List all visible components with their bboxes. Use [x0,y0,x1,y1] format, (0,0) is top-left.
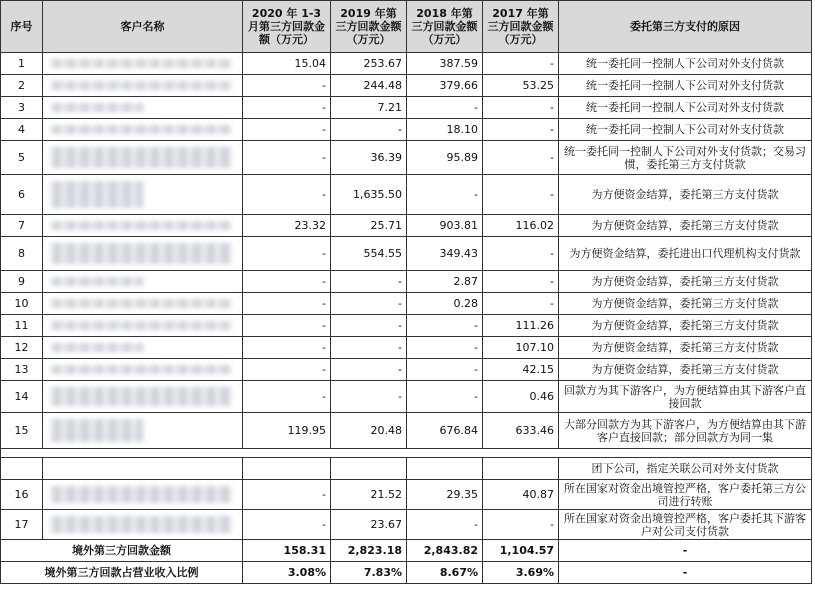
row-number: 5 [1,141,43,175]
row-number: 15 [1,413,43,449]
header-2020: 2020 年 1-3 月第三方回款金额（万元） [243,1,331,53]
cell-2018: - [407,175,483,215]
cell-2017: 40.87 [483,480,559,510]
cell-2017: - [483,53,559,75]
cell-2019: - [331,381,407,413]
cell-2017: - [483,293,559,315]
customer-name-redacted [43,480,243,510]
header-reason: 委托第三方支付的原因 [559,1,812,53]
cell-2017: - [483,237,559,271]
table-row [1,293,812,315]
customer-name-redacted [43,381,243,413]
cell-2019: 554.55 [331,237,407,271]
cell-2018: 379.66 [407,75,483,97]
cell-2017: 53.25 [483,75,559,97]
cell-2017: - [483,175,559,215]
cell-reason: 为方便资金结算，委托第三方支付货款 [559,315,812,337]
cell-2019: - [331,271,407,293]
cell-2017: 0.46 [483,381,559,413]
row-number: 4 [1,119,43,141]
redaction-blur [51,486,232,503]
customer-name-redacted [43,97,243,119]
customer-name-redacted [43,175,243,215]
cell-2019: 7.21 [331,97,407,119]
row-number: 13 [1,359,43,381]
ratio-2017: 3.69% [483,562,559,584]
table-row [1,141,812,175]
cell-2020: - [243,381,331,413]
ratio-2018: 8.67% [407,562,483,584]
customer-name-redacted [43,315,243,337]
cell-2020: - [243,337,331,359]
cell-2019: 21.52 [331,480,407,510]
page-gap [1,449,812,458]
cell-reason: 大部分回款方为其下游客户，为方便结算由其下游客户直接回款；部分回款方为同一集 [559,413,812,449]
cell-2020: - [243,237,331,271]
cell-reason: 统一委托同一控制人下公司对外支付货款 [559,119,812,141]
cell-2020: - [243,75,331,97]
total-2018: 2,843.82 [407,540,483,562]
cell-reason: 统一委托同一控制人下公司对外支付货款 [559,53,812,75]
cell-2018: 903.81 [407,215,483,237]
cell-2017: - [483,141,559,175]
cell-2017: 42.15 [483,359,559,381]
redaction-blur [51,103,143,112]
cell-reason: 为方便资金结算，委托进出口代理机构支付货款 [559,237,812,271]
row-number: 17 [1,510,43,540]
table-row [1,359,812,381]
redaction-blur [51,277,143,286]
cell-2020: - [243,510,331,540]
table-row [1,175,812,215]
table-row [1,237,812,271]
cell-2018: - [407,381,483,413]
customer-name-redacted [43,510,243,540]
redaction-blur [51,125,232,134]
cell-2020: 119.95 [243,413,331,449]
cell-2018: 95.89 [407,141,483,175]
row-number: 9 [1,271,43,293]
cell-2018: - [407,359,483,381]
table-row-continuation [1,458,812,480]
cell-2018: 29.35 [407,480,483,510]
cell-2017: 111.26 [483,315,559,337]
redaction-blur [51,365,232,374]
cell-reason: 所在国家对资金出境管控严格，客户委托其下游客户对公司支付货款 [559,510,812,540]
row-number: 2 [1,75,43,97]
cell-reason: 统一委托同一控制人下公司对外支付货款；交易习惯，委托第三方支付货款 [559,141,812,175]
cell-reason: 为方便资金结算，委托第三方支付货款 [559,337,812,359]
redaction-blur [51,516,232,533]
table-row [1,480,812,510]
redaction-blur [51,81,232,90]
cell-2017: 633.46 [483,413,559,449]
row-number: 8 [1,237,43,271]
total-2020: 158.31 [243,540,331,562]
table-row [1,510,812,540]
row-number: 14 [1,381,43,413]
cell-2017: 107.10 [483,337,559,359]
cell-2018: 676.84 [407,413,483,449]
cell-2018: - [407,337,483,359]
total-reason: - [559,540,812,562]
cell-2018: 387.59 [407,53,483,75]
total-label: 境外第三方回款金额 [1,540,243,562]
cell-2017: - [483,119,559,141]
header-no: 序号 [1,1,43,53]
header-2019: 2019 年第三方回款金额（万元） [331,1,407,53]
customer-name-redacted [43,53,243,75]
cell-reason: 为方便资金结算，委托第三方支付货款 [559,359,812,381]
ratio-reason: - [559,562,812,584]
cell-2018: - [407,510,483,540]
cell-reason: 回款方为其下游客户，为方便结算由其下游客户直接回款 [559,381,812,413]
row-number: 11 [1,315,43,337]
cell-2020: 23.32 [243,215,331,237]
cell-2018: 2.87 [407,271,483,293]
redaction-blur [51,299,232,308]
cell-2019: - [331,293,407,315]
ratio-2020: 3.08% [243,562,331,584]
table-row [1,315,812,337]
table-row [1,75,812,97]
customer-name-redacted [43,141,243,175]
cell-2020: - [243,141,331,175]
cell-2020: - [243,175,331,215]
cell-reason: 所在国家对资金出境管控严格，客户委托第三方公司进行转账 [559,480,812,510]
row-number: 1 [1,53,43,75]
customer-name-redacted [43,119,243,141]
cell-2018: 0.28 [407,293,483,315]
customer-name-redacted [43,271,243,293]
cell-2020: - [243,119,331,141]
cell-2019: 20.48 [331,413,407,449]
table-row [1,119,812,141]
redaction-blur [51,181,143,208]
table-row [1,97,812,119]
customer-name-redacted [43,413,243,449]
cell-2019: - [331,315,407,337]
ratio-label: 境外第三方回款占营业收入比例 [1,562,243,584]
cell-2019: 23.67 [331,510,407,540]
redaction-blur [51,419,143,442]
cell-reason: 统一委托同一控制人下公司对外支付货款 [559,75,812,97]
cell-2019: 36.39 [331,141,407,175]
cell-2020: - [243,97,331,119]
customer-name-redacted [43,215,243,237]
row-number: 6 [1,175,43,215]
cell-2020: - [243,271,331,293]
customer-name-redacted [43,359,243,381]
cell-reason: 统一委托同一控制人下公司对外支付货款 [559,97,812,119]
customer-name-redacted [43,237,243,271]
cell-reason: 为方便资金结算，委托第三方支付货款 [559,215,812,237]
cell-2018: 18.10 [407,119,483,141]
ratio-row [1,562,812,584]
cell-reason: 为方便资金结算，委托第三方支付货款 [559,293,812,315]
cell-2019: - [331,337,407,359]
ratio-2019: 7.83% [331,562,407,584]
row-number: 16 [1,480,43,510]
cell-2019: 1,635.50 [331,175,407,215]
table-row [1,337,812,359]
customer-name-redacted [43,75,243,97]
cell-2020: - [243,359,331,381]
row-number: 10 [1,293,43,315]
total-2019: 2,823.18 [331,540,407,562]
header-2017: 2017 年第三方回款金额（万元） [483,1,559,53]
row-number: 3 [1,97,43,119]
cell-2019: 244.48 [331,75,407,97]
table-row [1,271,812,293]
cell-2017: - [483,510,559,540]
header-customer: 客户名称 [43,1,243,53]
cell-reason: 为方便资金结算，委托第三方支付货款 [559,175,812,215]
redaction-blur [51,59,232,68]
total-2017: 1,104.57 [483,540,559,562]
cell-2020: 15.04 [243,53,331,75]
cell-2019: 253.67 [331,53,407,75]
cell-2019: - [331,119,407,141]
cell-2020: - [243,315,331,337]
cell-2018: 349.43 [407,237,483,271]
cell-2018: - [407,315,483,337]
cell-2017: 116.02 [483,215,559,237]
redaction-blur [51,221,232,230]
continuation-reason: 团下公司，指定关联公司对外支付货款 [559,458,812,480]
cell-2020: - [243,480,331,510]
redaction-blur [51,147,232,168]
header-row [1,1,812,53]
cell-2019: - [331,359,407,381]
table-row [1,53,812,75]
redaction-blur [51,343,143,352]
cell-2019: 25.71 [331,215,407,237]
cell-2018: - [407,97,483,119]
table-row [1,381,812,413]
table-row [1,215,812,237]
redaction-blur [51,321,232,330]
row-number: 7 [1,215,43,237]
redaction-blur [51,387,232,406]
header-2018: 2018 年第三方回款金额（万元） [407,1,483,53]
total-row [1,540,812,562]
customer-name-redacted [43,337,243,359]
customer-name-redacted [43,293,243,315]
cell-2017: - [483,97,559,119]
table-row [1,413,812,449]
cell-reason: 为方便资金结算，委托第三方支付货款 [559,271,812,293]
row-number: 12 [1,337,43,359]
cell-2020: - [243,293,331,315]
cell-2017: - [483,271,559,293]
redaction-blur [51,243,232,264]
